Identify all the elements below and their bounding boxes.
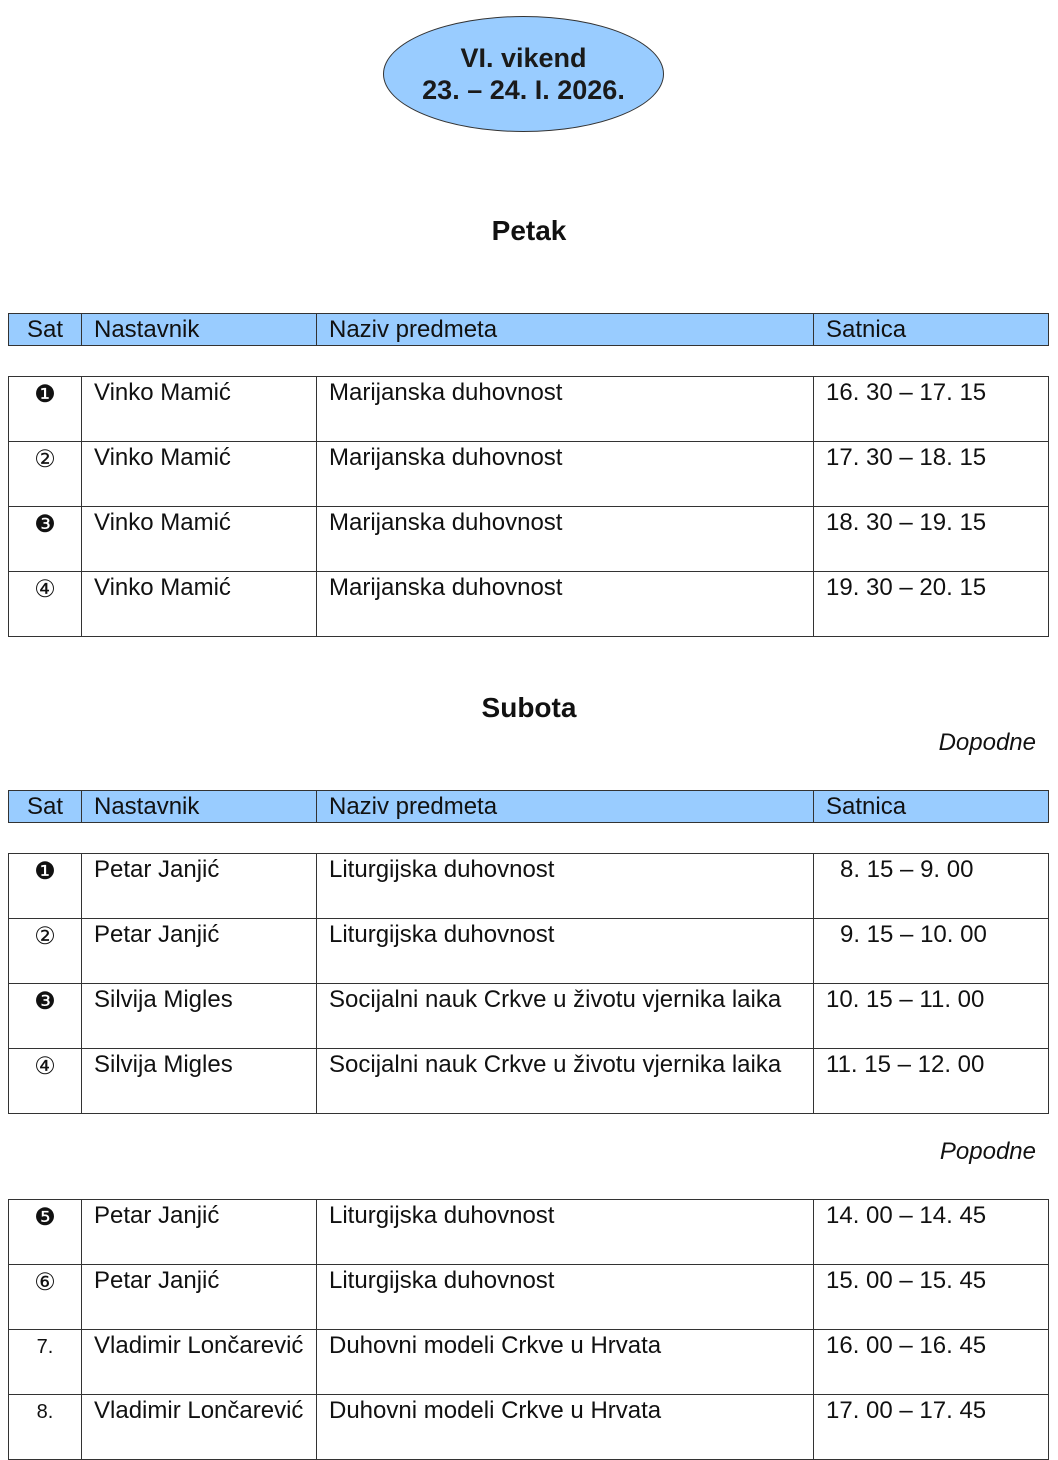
table-row (9, 442, 1049, 507)
header-row (9, 314, 1049, 346)
table-row (9, 1395, 1049, 1460)
teacher: Petar Janjić (82, 854, 317, 919)
time: 17. 30 – 18. 15 (814, 442, 1049, 507)
subject: Marijanska duhovnost (317, 572, 814, 637)
teacher: Vinko Mamić (82, 572, 317, 637)
time: 19. 30 – 20. 15 (814, 572, 1049, 637)
subject: Marijanska duhovnost (317, 507, 814, 572)
teacher: Petar Janjić (82, 919, 317, 984)
table-row (9, 377, 1049, 442)
period-number: ❶ (9, 854, 82, 919)
day-title-subota: Subota (481, 692, 577, 723)
subject: Liturgijska duhovnost (317, 854, 814, 919)
period-number: ④ (9, 1049, 82, 1114)
table-row (9, 919, 1049, 984)
teacher: Silvija Migles (82, 1049, 317, 1114)
teacher: Silvija Migles (82, 984, 317, 1049)
time: 8. 15 – 9. 00 (814, 854, 1049, 919)
time: 16. 30 – 17. 15 (814, 377, 1049, 442)
subject: Liturgijska duhovnost (317, 1200, 814, 1265)
time: 9. 15 – 10. 00 (814, 919, 1049, 984)
subota-dopodne-table (8, 853, 1049, 1114)
weekend-title: VI. vikend (460, 43, 587, 73)
teacher: Vladimir Lončarević (82, 1330, 317, 1395)
col-header-satnica: Satnica (814, 314, 1049, 346)
period-number: ④ (9, 572, 82, 637)
teacher: Vinko Mamić (82, 377, 317, 442)
col-header-nastavnik: Nastavnik (82, 314, 317, 346)
period-label-popodne: Popodne (939, 1138, 1036, 1165)
col-header-nastavnik: Nastavnik (82, 791, 317, 823)
period-number: ② (9, 919, 82, 984)
period-number: ⑥ (9, 1265, 82, 1330)
period-number: ❶ (9, 377, 82, 442)
table-row (9, 507, 1049, 572)
period-number: 8. (9, 1395, 82, 1460)
subject: Liturgijska duhovnost (317, 919, 814, 984)
table-row (9, 1330, 1049, 1395)
teacher: Vinko Mamić (82, 442, 317, 507)
subject: Liturgijska duhovnost (317, 1265, 814, 1330)
subject: Marijanska duhovnost (317, 442, 814, 507)
petak-header-table (8, 313, 1049, 346)
teacher: Vinko Mamić (82, 507, 317, 572)
period-number: 7. (9, 1330, 82, 1395)
table-row (9, 1265, 1049, 1330)
weekend-title-badge (383, 16, 664, 132)
subject: Marijanska duhovnost (317, 377, 814, 442)
time: 15. 00 – 15. 45 (814, 1265, 1049, 1330)
period-number: ❸ (9, 984, 82, 1049)
col-header-predmet: Naziv predmeta (317, 791, 814, 823)
teacher: Petar Janjić (82, 1200, 317, 1265)
petak-table (8, 376, 1049, 637)
period-number: ❸ (9, 507, 82, 572)
time: 16. 00 – 16. 45 (814, 1330, 1049, 1395)
col-header-sat: Sat (9, 791, 82, 823)
subject: Duhovni modeli Crkve u Hrvata (317, 1395, 814, 1460)
subject: Socijalni nauk Crkve u životu vjernika laika (317, 1049, 814, 1114)
table-row (9, 572, 1049, 637)
time: 11. 15 – 12. 00 (814, 1049, 1049, 1114)
period-label-dopodne: Dopodne (938, 729, 1036, 756)
table-row (9, 984, 1049, 1049)
col-header-predmet: Naziv predmeta (317, 314, 814, 346)
header-row (9, 791, 1049, 823)
teacher: Vladimir Lončarević (82, 1395, 317, 1460)
table-row (9, 854, 1049, 919)
subota-popodne-table (8, 1199, 1049, 1460)
subject: Socijalni nauk Crkve u životu vjernika laika (317, 984, 814, 1049)
time: 14. 00 – 14. 45 (814, 1200, 1049, 1265)
teacher: Petar Janjić (82, 1265, 317, 1330)
time: 17. 00 – 17. 45 (814, 1395, 1049, 1460)
weekend-dates: 23. – 24. I. 2026. (422, 75, 625, 105)
subject: Duhovni modeli Crkve u Hrvata (317, 1330, 814, 1395)
table-row (9, 1200, 1049, 1265)
day-title-petak: Petak (491, 215, 567, 246)
period-number: ❺ (9, 1200, 82, 1265)
subota-header-table (8, 790, 1049, 823)
col-header-sat: Sat (9, 314, 82, 346)
period-number: ② (9, 442, 82, 507)
table-row (9, 1049, 1049, 1114)
col-header-satnica: Satnica (814, 791, 1049, 823)
time: 10. 15 – 11. 00 (814, 984, 1049, 1049)
time: 18. 30 – 19. 15 (814, 507, 1049, 572)
